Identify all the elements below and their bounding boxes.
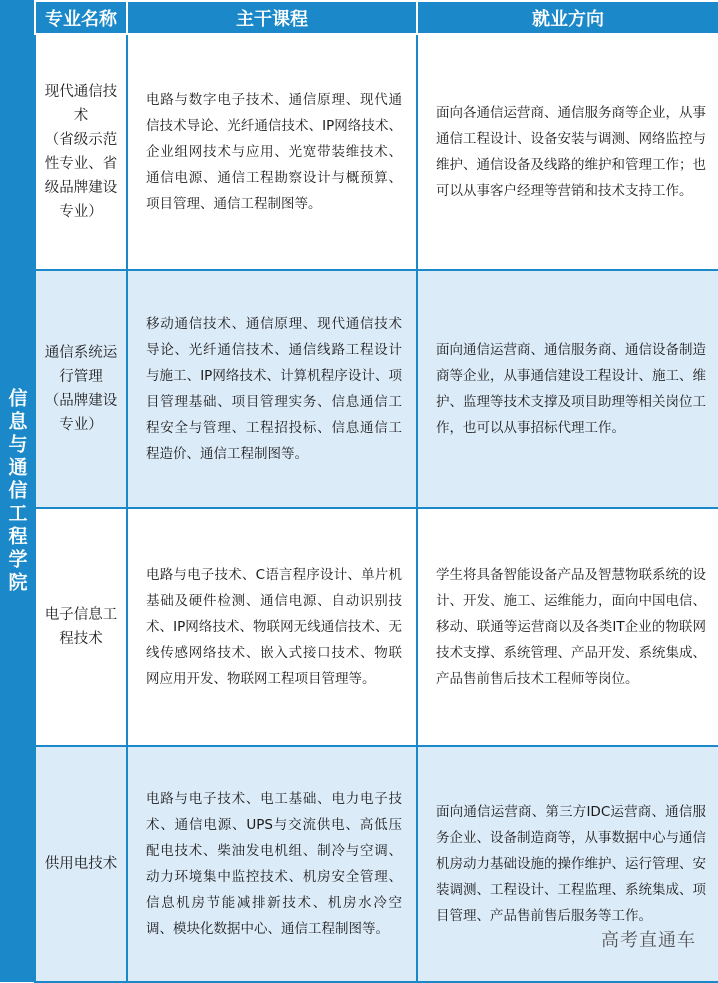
- major-table: [34, 0, 718, 983]
- courses-cell: 电路与电子技术、电工基础、电力电子技术、通信电源、UPS与交流供电、高低压配电技术、柴油发电机组、制冷与空调、动力环境集中监控技术、机房安全管理、信息机房节能减排新技术、机房水冷空调、模块化数据中心、通信工程制图等。: [127, 746, 417, 982]
- header-careers: 就业方向: [417, 1, 718, 34]
- major-name: 电子信息工程技术: [44, 607, 118, 647]
- major-note: （品牌建设专业）: [44, 393, 118, 433]
- watermark: 高考直通车: [601, 930, 696, 951]
- careers-cell: 学生将具备智能设备产品及智慧物联系统的设计、开发、施工、运维能力，面向中国电信、移动、联通等运营商以及各类IT企业的物联网技术支撑、系统管理、产品开发、系统集成、产品售前售后技术工程师等岗位。: [417, 508, 718, 746]
- major-note: （省级示范性专业、省级品牌建设专业）: [44, 132, 118, 220]
- careers-cell: 面向各通信运营商、通信服务商等企业，从事通信工程设计、设备安装与调测、网络监控与维护、通信设备及线路的维护和管理工作；也可以从事客户经理等营销和技术支持工作。: [417, 34, 718, 270]
- table-row: [35, 508, 718, 746]
- major-cell: [35, 270, 127, 508]
- table-row: [35, 270, 718, 508]
- header-courses: 主干课程: [127, 1, 417, 34]
- table-row: [35, 34, 718, 270]
- careers-cell: 面向通信运营商、通信服务商、通信设备制造商等企业，从事通信建设工程设计、施工、维护、监理等技术支撑及项目助理等相关岗位工作，也可以从事招标代理工作。: [417, 270, 718, 508]
- major-cell: [35, 746, 127, 982]
- major-name: 现代通信技术: [44, 84, 118, 124]
- header-row: [35, 1, 718, 34]
- major-cell: [35, 34, 127, 270]
- major-name: 通信系统运行管理: [44, 345, 118, 385]
- major-name: 供用电技术: [44, 856, 118, 872]
- courses-cell: 移动通信技术、通信原理、现代通信技术导论、光纤通信技术、通信线路工程设计与施工、IP网络技术、计算机程序设计、项目管理基础、项目管理实务、信息通信工程安全与管理、工程招投标、信息通信工程造价、通信工程制图等。: [127, 270, 417, 508]
- careers-cell: 面向通信运营商、第三方IDC运营商、通信服务企业、设备制造商等，从事数据中心与通信机房动力基础设施的操作维护、运行管理、安装调测、工程设计、工程监理、系统集成、项目管理、产品售前售后服务等工作。: [417, 746, 718, 982]
- courses-cell: 电路与电子技术、C语言程序设计、单片机基础及硬件检测、通信电源、自动识别技术、IP网络技术、物联网无线通信技术、无线传感网络技术、嵌入式接口技术、物联网应用开发、物联网工程项目管理等。: [127, 508, 417, 746]
- courses-cell: 电路与数字电子技术、通信原理、现代通信技术导论、光纤通信技术、IP网络技术、企业组网技术与应用、光宽带装维技术、 通信电源、通信工程勘察设计与概预算、项目管理、通信工程制图等。: [127, 34, 417, 270]
- header-major: 专业名称: [35, 1, 127, 34]
- major-cell: [35, 508, 127, 746]
- college-label: 信息与通信工程学院: [0, 0, 34, 982]
